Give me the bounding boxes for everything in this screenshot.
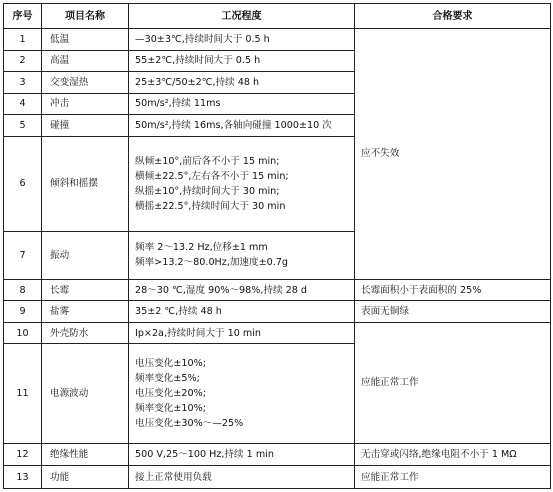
condition-line: 横倾±22.5°,左右各不小于 15 min; [135,170,289,182]
row-num: 10 [4,322,42,344]
row-condition [129,50,355,72]
condition-line: —30±3℃,持续时间大于 0.5 h [135,33,270,45]
row-name: 碰撞 [42,115,129,137]
row-num: 5 [4,115,42,137]
condition-line: 电压变化±20%; [135,388,206,400]
row-condition [129,279,355,301]
row-num: 6 [4,136,42,231]
row-num: 7 [4,231,42,279]
row-condition [129,93,355,115]
row-condition [129,344,355,443]
table-row [4,466,551,489]
table-row [4,29,551,51]
condition-line: 频率变化±10%; [135,403,206,415]
row-num: 8 [4,279,42,301]
table-row [4,443,551,466]
row-condition [129,301,355,323]
condition-line: 纵摇±10°,持续时间大于 30 min; [135,185,280,197]
condition-line: 接上正常使用负载 [135,471,212,483]
table-row [4,279,551,301]
row-num: 4 [4,93,42,115]
row-num: 1 [4,29,42,51]
row-requirement: 应能正常工作 [355,466,551,489]
condition-line: 频率变化±5%; [135,373,200,385]
condition-line: 纵倾±10°,前后各不小于 15 min; [135,155,280,167]
condition-line: 35±2 ℃,持续 48 h [135,306,222,318]
row-num: 9 [4,301,42,323]
row-requirement: 表面无铜绿 [355,301,551,323]
row-condition [129,466,355,489]
row-name: 绝缘性能 [42,443,129,466]
row-name: 冲击 [42,93,129,115]
row-name: 振动 [42,231,129,279]
condition-line: 55±2℃,持续时间大于 0.5 h [135,55,261,67]
header-requirement: 合格要求 [355,4,551,29]
test-requirements-table [3,3,551,489]
condition-line: 横摇±22.5°,持续时间大于 30 min [135,200,286,212]
row-name: 低温 [42,29,129,51]
condition-line: 50m/s²,持续 16ms,各轴向碰撞 1000±10 次 [135,119,332,131]
condition-line: 28～30 ℃,湿度 90%～98%,持续 28 d [135,284,307,296]
row-num: 11 [4,344,42,443]
row-name: 长霉 [42,279,129,301]
condition-line: 50m/s²,持续 11ms [135,98,221,110]
condition-line: 25±3℃/50±2℃,持续 48 h [135,76,260,88]
row-requirement: 应能正常工作 [355,322,551,443]
condition-line: 电压变化±10%; [135,358,206,370]
row-condition [129,322,355,344]
row-name: 功能 [42,466,129,489]
row-name: 电源波动 [42,344,129,443]
header-num: 序号 [4,4,42,29]
header-condition: 工况程度 [129,4,355,29]
requirements-table-container [3,3,550,489]
condition-line: 500 V,25～100 Hz,持续 1 min [135,449,274,461]
row-condition [129,115,355,137]
row-condition [129,136,355,231]
row-condition [129,72,355,94]
table-row [4,301,551,323]
row-name: 外壳防水 [42,322,129,344]
row-condition [129,443,355,466]
row-name: 倾斜和摇摆 [42,136,129,231]
row-condition [129,29,355,51]
header-row [4,4,551,29]
row-num: 12 [4,443,42,466]
condition-line: Ip×2a,持续时间大于 10 min [135,327,261,339]
row-requirement: 无击穿或闪络,绝缘电阻不小于 1 MΩ [355,443,551,466]
row-condition [129,231,355,279]
table-row [4,322,551,344]
row-name: 盐雾 [42,301,129,323]
row-requirement: 长霉面积小于表面积的 25% [355,279,551,301]
condition-line: 频率>13.2～80.0Hz,加速度±0.7g [135,257,289,269]
row-num: 3 [4,72,42,94]
row-num: 13 [4,466,42,489]
condition-line: 电压变化±30%～—25% [135,418,244,430]
row-name: 高温 [42,50,129,72]
row-num: 2 [4,50,42,72]
row-name: 交变湿热 [42,72,129,94]
row-requirement: 应不失效 [355,29,551,280]
header-name: 项目名称 [42,4,129,29]
condition-line: 频率 2～13.2 Hz,位移±1 mm [135,242,268,254]
